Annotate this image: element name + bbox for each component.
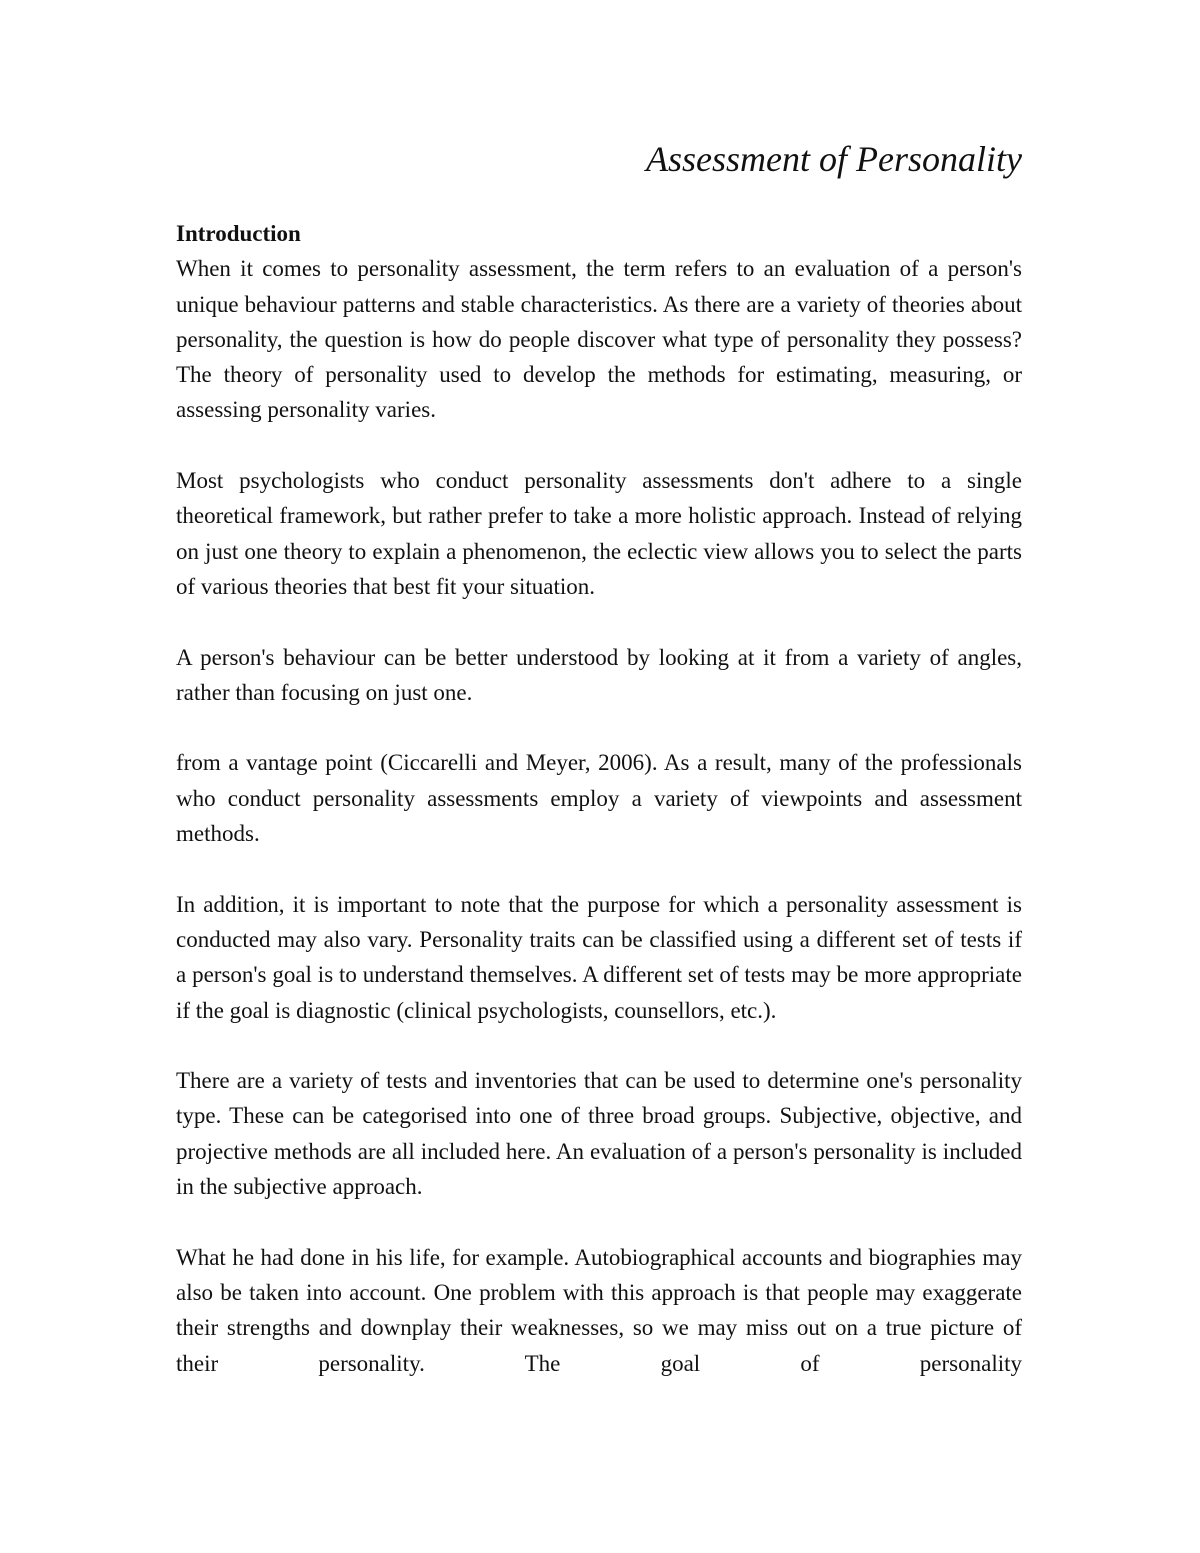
- paragraph-4: from a vantage point (Ciccarelli and Meyer, 2006). As a result, many of the professionals who conduct personality assessments employ a variety of viewpoints and assessment methods.: [176, 750, 1022, 847]
- paragraph-3: A person's behaviour can be better understood by looking at it from a variety of angles, rather than focusing on just one.: [176, 644, 1022, 705]
- paragraph-6: There are a variety of tests and inventories that can be used to determine one's personality type. These can be categorised into one of three broad groups. Subjective, objective, and projective methods are all included here. An evaluation of a person's personality is included in the subjective approach.: [176, 1068, 1022, 1200]
- paragraph-5: In addition, it is important to note that the purpose for which a personality assessment is conducted may also vary. Personality traits can be classified using a different set of tests if a person's goal is to understand themselves. A different set of tests may be more appropriate if the goal is diagnostic (clinical psychologists, counsellors, etc.).: [176, 891, 1022, 1023]
- paragraph-2: Most psychologists who conduct personality assessments don't adhere to a single theoretical framework, but rather prefer to take a more holistic approach. Instead of relying on just one theory to explain a phenomenon, the eclectic view allows you to select the parts of various theories that best fit your situation.: [176, 468, 1022, 599]
- section-heading-introduction: Introduction: [176, 221, 301, 246]
- paragraph-1: When it comes to personality assessment, the term refers to an evaluation of a person's unique behaviour patterns and stable characteristics. As there are a variety of theories about personality, the question is how do people discover what type of personality they possess? The theory of personality used to develop the methods for estimating, measuring, or assessing personality varies.: [176, 256, 1022, 423]
- paragraph-7: What he had done in his life, for example. Autobiographical accounts and biographies may also be taken into account. One problem with this approach is that people may exaggerate their strengths and downplay their weaknesses, so we may miss out on a true picture of their personality. The goal of personality: [176, 1244, 1022, 1376]
- document-title: Assessment of Personality: [646, 139, 1022, 179]
- document-body: [176, 216, 1022, 1381]
